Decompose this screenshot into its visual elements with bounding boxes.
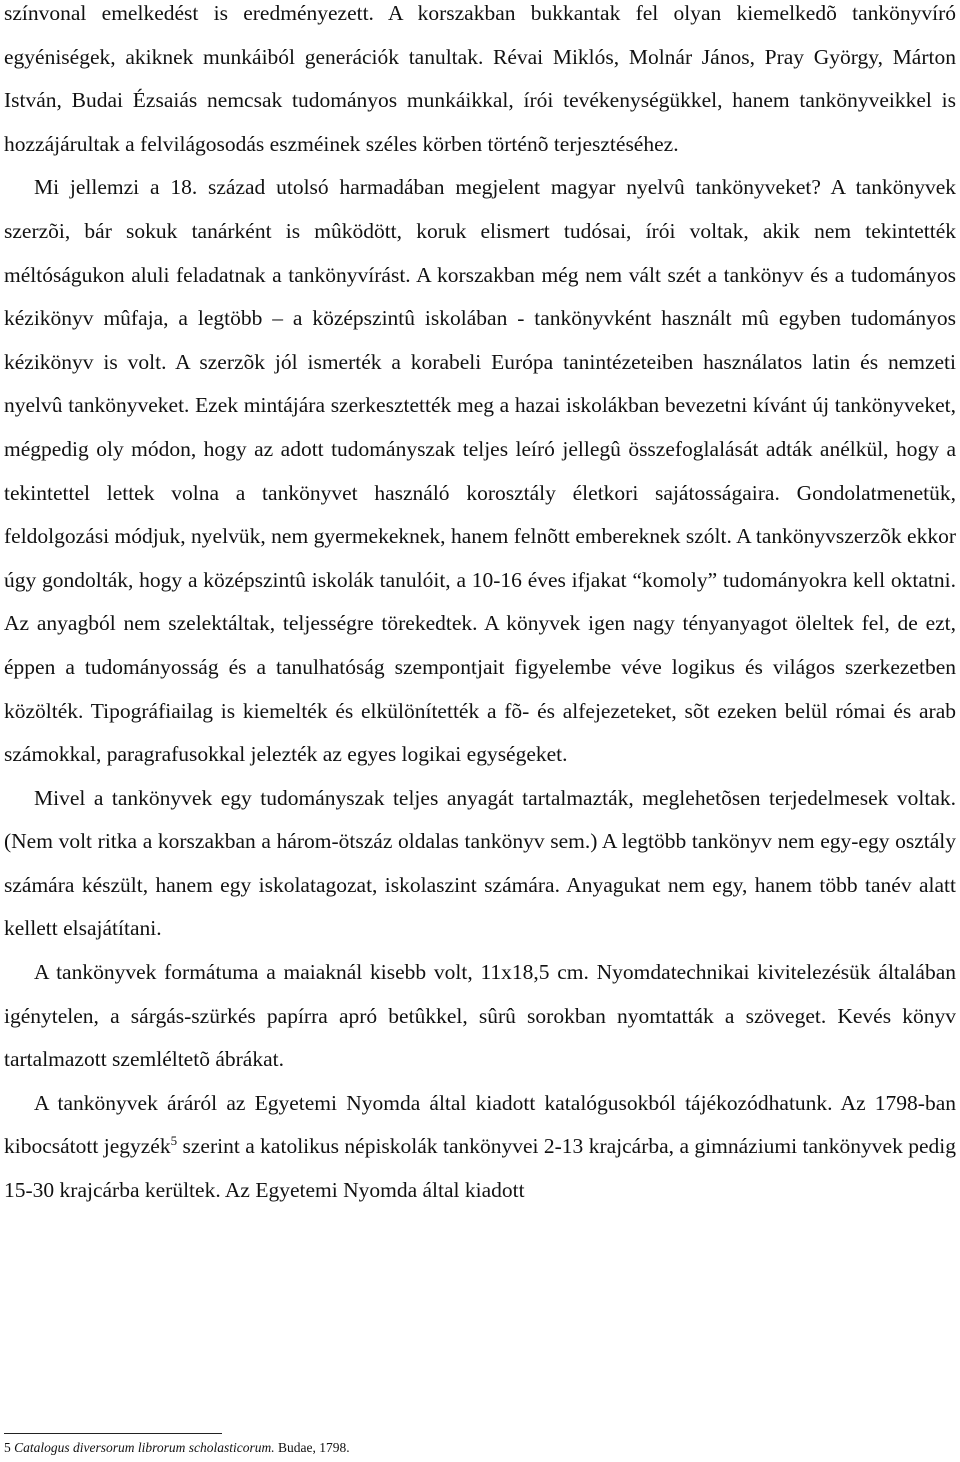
body-text — [4, 0, 956, 1213]
footnote-reference[interactable]: 5 — [170, 1133, 178, 1149]
footnote-title: Catalogus diversorum librorum scholasticorum. — [14, 1440, 275, 1455]
paragraph-1: színvonal emelkedést is eredményezett. A korszakban bukkantak fel olyan kiemelkedõ tankönyvíró egyéniségek, akiknek munkáiból generációk tanultak. Révai Miklós, Molnár János, Pray György, Márton István, Budai Ézsaiás nemcsak tudományos munkáikkal, írói tevékenységükkel, hanem tankönyveikkel is hozzájárultak a felvilágosodás eszméinek széles körben történõ terjesztéséhez. — [4, 1, 956, 156]
paragraph-5-text-a: A tankönyvek áráról az Egyetemi Nyomda által kiadott katalógusokból tájékozódhatunk. Az 1798-ban kibocsátott jegyzék — [4, 1090, 956, 1159]
paragraph-2: Mi jellemzi a 18. század utolsó harmadában megjelent magyar nyelvû tankönyveket? A tankönyvek szerzõi, bár sokuk tanárként is mûködött, koruk elismert tudósai, írói voltak, akik nem tekintették méltóságukon aluli feladatnak a tankönyvírást. A korszakban még nem vált szét a tankönyv és a tudományos kézikönyv mûfaja, a legtöbb – a középszintû iskolában - tankönyvként használt mû egyben tudományos kézikönyv is volt. A szerzõk jól ismerték a korabeli Európa tanintézeteiben használatos latin és nemzeti nyelvû tankönyveket. Ezek mintájára szerkesztették meg a hazai iskolákban bevezetni kívánt új tankönyveket, mégpedig oly módon, hogy az adott tudományszak teljes leíró jellegû összefoglalását adták anélkül, hogy a tekintettel lettek volna a tankönyvet használó korosztály életkori sajátosságaira. Gondolatmenetük, feldolgozási módjuk, nyelvük, nem gyermekeknek, hanem felnõtt embereknek szólt. A tankönyvszerzõk ekkor úgy gondolták, hogy a középszintû iskolák tanulóit, a 10-16 éves ifjakat “komoly” tudományokra kell oktatni. Az anyagból nem szelektáltak, teljességre törekedtek. A könyvek igen nagy tényanyagot öleltek fel, de ezt, éppen a tudományosság és a tanulhatóság szempontjait figyelembe véve logikus és világos szerkezetben közölték. Tipográfiailag is kiemelték és elkülönítették a fõ- és alfejezeteket, sõt ezeken belül római és arab számokkal, paragrafusokkal jelezték az egyes logikai egységeket. — [4, 175, 956, 767]
footnote-rest: Budae, 1798. — [274, 1440, 350, 1455]
footnote — [4, 1439, 954, 1457]
footnote-number: 5 — [4, 1440, 11, 1455]
paragraph-5 — [4, 1082, 956, 1213]
paragraph-3: Mivel a tankönyvek egy tudományszak teljes anyagát tartalmazták, meglehetõsen terjedelmesek voltak. (Nem volt ritka a korszakban a három-ötszáz oldalas tankönyv sem.) A legtöbb tankönyv nem egy-egy osztály számára készült, hanem egy iskolatagozat, iskolaszint számára. Anyagukat nem egy, hanem több tanév alatt kellett elsajátítani. — [4, 785, 956, 941]
footnote-divider — [4, 1433, 222, 1434]
paragraph-5-text-b: szerint a katolikus népiskolák tankönyvei 2-13 krajcárba, a gimnáziumi tankönyvek pedig 15-30 krajcárba kerültek. Az Egyetemi Nyomda által kiadott — [4, 1134, 956, 1203]
paragraph-4: A tankönyvek formátuma a maiaknál kisebb volt, 11x18,5 cm. Nyomdatechnikai kivitelezésük általában igénytelen, a sárgás-szürkés papírra apró betûkkel, sûrû sorokban nyomtatták a szöveget. Kevés könyv tartalmazott szemléltetõ ábrákat. — [4, 960, 956, 1072]
